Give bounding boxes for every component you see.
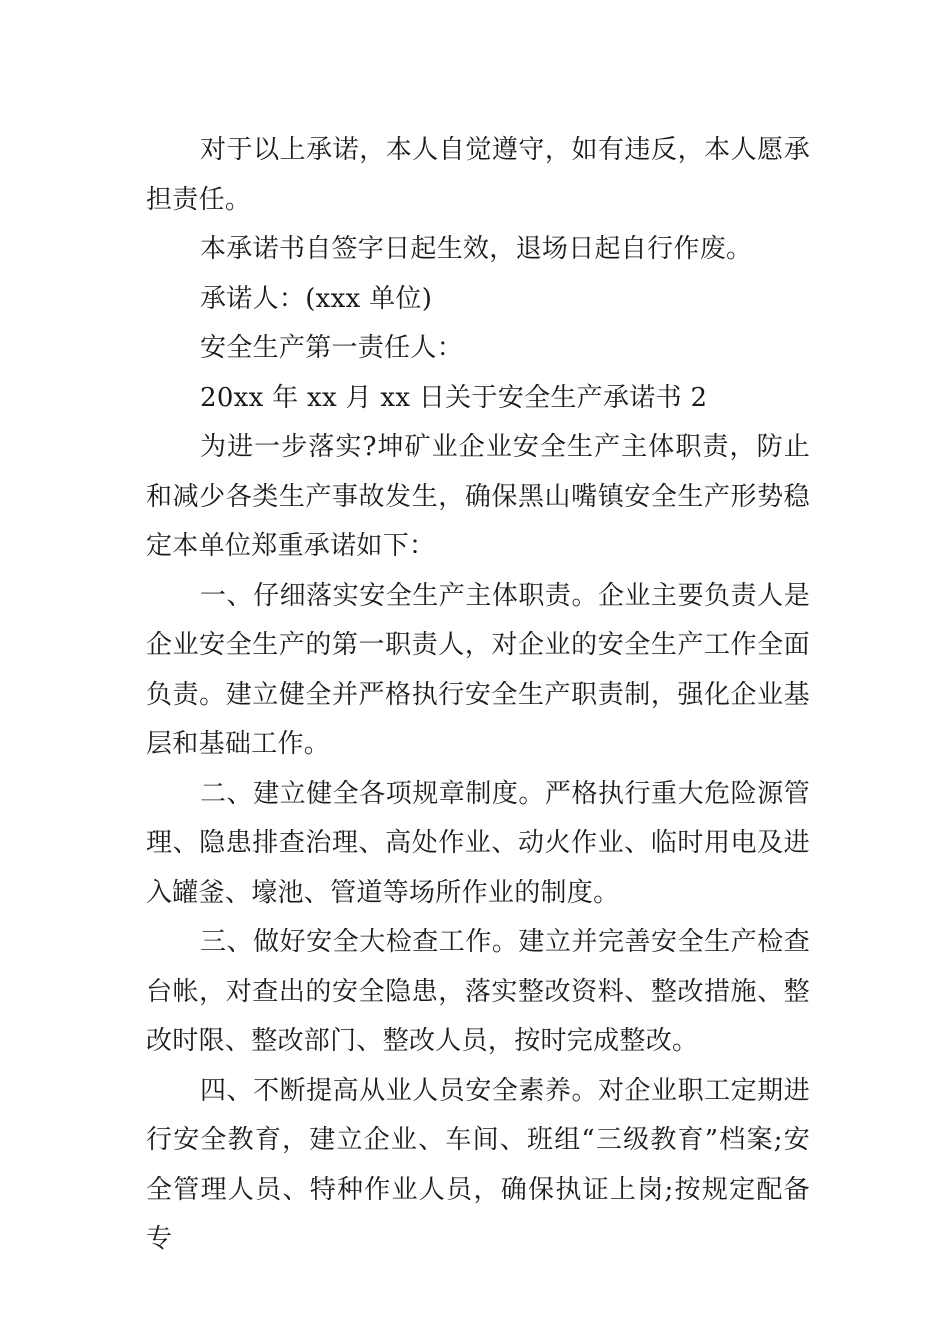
- paragraph-item-3: 三、做好安全大检查工作。建立并完善安全生产检查台帐，对查出的安全隐患，落实整改资料、整改措施、整改时限、整改部门、整改人员，按时完成整改。: [146, 927, 810, 1056]
- document-body: [146, 126, 810, 1265]
- paragraph-responsible-person: 安全生产第一责任人：: [200, 333, 464, 363]
- paragraph-promisor: 承诺人：(xxx 单位): [200, 283, 433, 314]
- paragraph-intro: 为进一步落实?坤矿业企业安全生产主体职责，防止和减少各类生产事故发生，确保黑山嘴镇安全生产形势稳定本单位郑重承诺如下：: [146, 432, 810, 561]
- paragraph-date-title: 20xx 年 xx 月 xx 日关于安全生产承诺书 2: [200, 382, 708, 413]
- paragraph-item-2: 二、建立健全各项规章制度。严格执行重大危险源管理、隐患排查治理、高处作业、动火作业、临时用电及进入罐釜、壕池、管道等场所作业的制度。: [146, 778, 810, 908]
- paragraph-commitment-compliance: 对于以上承诺，本人自觉遵守，如有违反，本人愿承担责任。: [146, 135, 810, 215]
- paragraph-item-1: 一、仔细落实安全生产主体职责。企业主要负责人是企业安全生产的第一职责人，对企业的安全生产工作全面负责。建立健全并严格执行安全生产职责制，强化企业基层和基础工作。: [146, 580, 810, 759]
- paragraph-validity: 本承诺书自签字日起生效，退场日起自行作废。: [200, 234, 753, 264]
- paragraph-item-4: 四、不断提高从业人员安全素养。对企业职工定期进行安全教育，建立企业、车间、班组“三级教育”档案;安全管理人员、特种作业人员，确保执证上岗;按规定配备专: [146, 1075, 810, 1254]
